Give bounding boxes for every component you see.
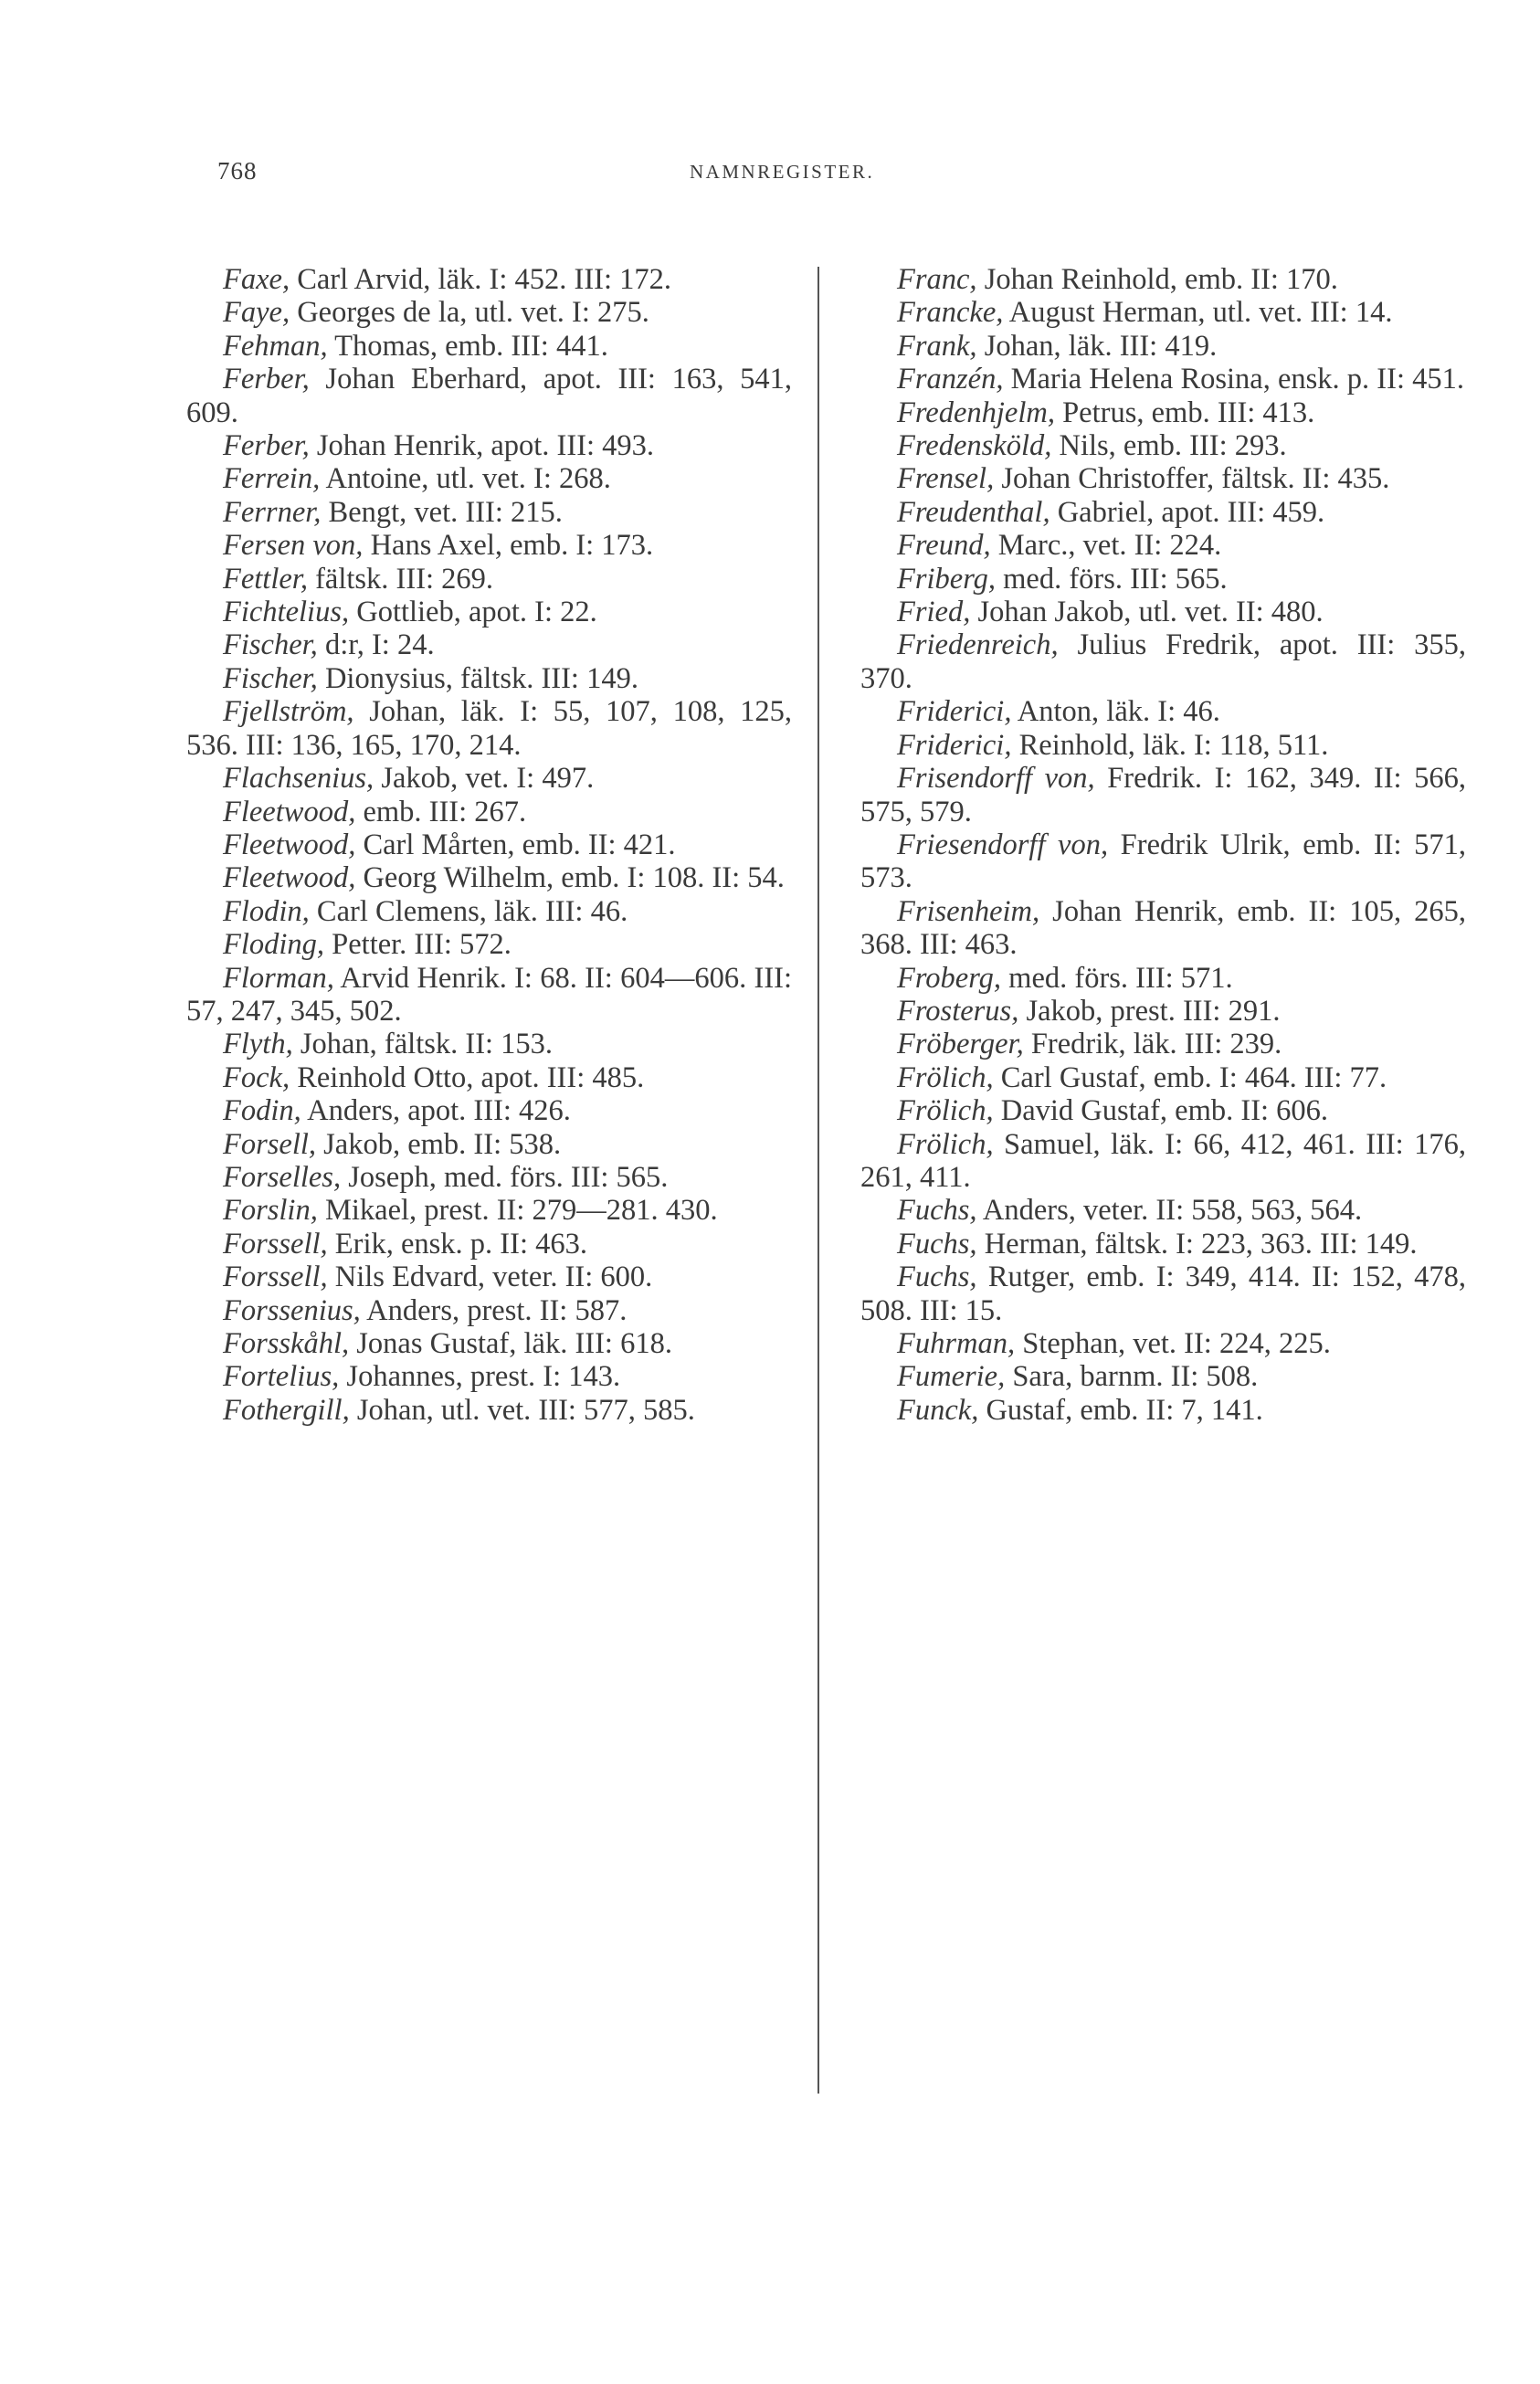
index-entry <box>186 363 792 429</box>
index-column-left <box>186 263 792 1427</box>
entry-details: Arvid Henrik. I: 68. II: 604—606. III: 57, 247, 345, 502. <box>186 961 792 1028</box>
entry-details: Nils Edvard, veter. II: 600. <box>327 1261 653 1294</box>
entry-details: Gabriel, apot. III: 459. <box>1050 495 1325 529</box>
entry-details: Johan Eberhard, apot. III: 163, 541, 609. <box>186 363 792 429</box>
entry-details: Gottlieb, apot. I: 22. <box>349 596 597 629</box>
entry-surname: Frisenheim, <box>897 894 1040 928</box>
entry-details: Jakob, emb. II: 538. <box>316 1127 562 1161</box>
index-entry <box>860 762 1466 828</box>
index-entry <box>186 1294 792 1327</box>
entry-details: Johan Henrik, apot. III: 493. <box>309 429 655 463</box>
entry-surname: Fischer, <box>223 661 318 695</box>
entry-details: fältsk. III: 269. <box>307 562 494 596</box>
entry-surname: Friderici, <box>897 728 1012 762</box>
entry-surname: Frölich, <box>897 1094 994 1128</box>
entry-details: Carl Mårten, emb. II: 421. <box>355 828 676 861</box>
entry-details: Maria Helena Rosina, ensk. p. II: 451. <box>1003 363 1464 396</box>
index-entry <box>860 1194 1466 1227</box>
index-entry <box>186 1094 792 1127</box>
entry-surname: Fuchs, <box>897 1194 977 1228</box>
entry-surname: Floding, <box>223 928 325 962</box>
entry-surname: Forselles, <box>223 1160 342 1194</box>
index-entry <box>860 396 1466 429</box>
index-entry <box>186 895 792 928</box>
index-entry <box>186 1327 792 1360</box>
entry-details: Jakob, prest. III: 291. <box>1018 994 1281 1028</box>
entry-details: Fredrik Ulrik, emb. II: 571, 573. <box>860 828 1466 895</box>
entry-details: med. förs. III: 565. <box>996 562 1228 596</box>
entry-surname: Fuhrman, <box>897 1327 1016 1360</box>
entry-details: Julius Fredrik, apot. III: 355, 370. <box>860 628 1466 695</box>
entry-details: Nils, emb. III: 293. <box>1051 429 1287 463</box>
entry-details: Mikael, prest. II: 279—281. 430. <box>317 1194 718 1228</box>
entry-surname: Frölich, <box>897 1060 994 1094</box>
index-entry <box>186 462 792 495</box>
entry-surname: Franzén, <box>897 363 1004 396</box>
entry-details: Johan, läk. III: 419. <box>976 329 1218 363</box>
index-entry <box>860 1327 1466 1360</box>
entry-details: Anders, prest. II: 587. <box>360 1293 628 1327</box>
entry-details: Rutger, emb. I: 349, 414. II: 152, 478, 508. III: 15. <box>860 1261 1466 1327</box>
index-entry <box>860 263 1466 296</box>
index-entry <box>186 1161 792 1194</box>
entry-details: Johan, läk. I: 55, 107, 108, 125, 536. III: 136, 165, 170, 214. <box>186 695 792 762</box>
entry-surname: Frosterus, <box>897 994 1019 1028</box>
index-entry <box>186 695 792 762</box>
entry-details: Johan Henrik, emb. II: 105, 265, 368. III: 463. <box>860 894 1466 962</box>
index-entry <box>860 895 1466 962</box>
index-entry <box>860 363 1466 396</box>
entry-details: Erik, ensk. p. II: 463. <box>327 1227 587 1261</box>
entry-details: Joseph, med. förs. III: 565. <box>341 1160 669 1194</box>
page-header <box>0 157 1540 194</box>
entry-surname: Franc, <box>897 263 977 296</box>
index-entry <box>186 1261 792 1293</box>
entry-details: Johan, utl. vet. III: 577, 585. <box>349 1393 695 1427</box>
entry-details: emb. III: 267. <box>355 795 527 828</box>
index-entry <box>860 1394 1466 1427</box>
index-entry <box>186 563 792 596</box>
index-entry <box>186 296 792 329</box>
index-entry <box>860 1360 1466 1393</box>
entry-surname: Flodin, <box>223 894 310 928</box>
entry-surname: Fröberger, <box>897 1028 1024 1061</box>
entry-surname: Faye, <box>223 296 290 330</box>
index-entry <box>186 962 792 1028</box>
index-entry <box>860 628 1466 695</box>
index-entry <box>860 296 1466 329</box>
entry-details: Sara, barnm. II: 508. <box>1005 1360 1259 1394</box>
index-column-right <box>860 263 1466 1427</box>
entry-surname: Fehman, <box>223 329 328 363</box>
index-entry <box>860 828 1466 895</box>
entry-details: Georg Wilhelm, emb. I: 108. II: 54. <box>355 861 785 895</box>
entry-surname: Froberg, <box>897 961 1002 995</box>
entry-surname: Forssenius, <box>223 1293 361 1327</box>
entry-surname: Frank, <box>897 329 977 363</box>
entry-surname: Fock, <box>223 1060 290 1094</box>
index-entry <box>186 596 792 628</box>
entry-surname: Faxe, <box>223 263 290 296</box>
index-entry <box>860 596 1466 628</box>
entry-surname: Fersen von, <box>223 529 364 563</box>
index-entry <box>186 330 792 363</box>
index-entry <box>860 563 1466 596</box>
entry-surname: Forsskåhl, <box>223 1327 350 1360</box>
index-entry <box>860 1094 1466 1127</box>
index-entry <box>186 1194 792 1227</box>
entry-details: Thomas, emb. III: 441. <box>327 329 608 363</box>
entry-details: Johannes, prest. I: 143. <box>339 1360 621 1394</box>
index-entry <box>186 861 792 894</box>
entry-surname: Ferrner, <box>223 495 322 529</box>
index-entry <box>860 729 1466 762</box>
entry-surname: Fischer, <box>223 628 318 662</box>
index-entry <box>860 962 1466 995</box>
entry-surname: Forssell, <box>223 1227 328 1261</box>
index-entry <box>186 1061 792 1094</box>
entry-surname: Flachsenius, <box>223 762 374 796</box>
entry-details: Bengt, vet. III: 215. <box>321 495 563 529</box>
entry-surname: Friberg, <box>897 562 997 596</box>
index-entry <box>186 1228 792 1261</box>
entry-details: Samuel, läk. I: 66, 412, 461. III: 176, 261, 411. <box>860 1127 1466 1194</box>
entry-details: Petter. III: 572. <box>324 928 512 962</box>
entry-surname: Forssell, <box>223 1261 328 1294</box>
entry-details: August Herman, utl. vet. III: 14. <box>1003 296 1393 330</box>
index-entry <box>186 1028 792 1060</box>
entry-surname: Freudenthal, <box>897 495 1050 529</box>
entry-details: Jonas Gustaf, läk. III: 618. <box>349 1327 672 1360</box>
entry-surname: Fleetwood, <box>223 795 356 828</box>
index-entry <box>186 662 792 695</box>
index-entry <box>860 1061 1466 1094</box>
entry-surname: Fuchs, <box>897 1261 977 1294</box>
index-entry <box>186 928 792 961</box>
index-entry <box>186 628 792 661</box>
entry-surname: Ferber, <box>223 429 310 463</box>
entry-details: Marc., vet. II: 224. <box>990 529 1222 563</box>
entry-details: Anton, läk. I: 46. <box>1011 695 1220 729</box>
index-entry <box>860 429 1466 462</box>
entry-details: Johan, fältsk. II: 153. <box>292 1028 554 1061</box>
index-entry <box>860 1028 1466 1060</box>
entry-surname: Funck, <box>897 1393 979 1427</box>
entry-surname: Francke, <box>897 296 1004 330</box>
column-divider <box>817 267 819 2094</box>
entry-surname: Friesendorff von, <box>897 828 1109 861</box>
entry-details: Carl Clemens, läk. III: 46. <box>309 894 628 928</box>
page-number: 768 <box>217 157 258 185</box>
entry-details: Reinhold Otto, apot. III: 485. <box>290 1060 645 1094</box>
index-entry <box>860 496 1466 529</box>
index-entry <box>860 529 1466 562</box>
entry-details: Antoine, utl. vet. I: 268. <box>320 462 611 496</box>
index-entry <box>186 1128 792 1161</box>
entry-surname: Fortelius, <box>223 1360 340 1394</box>
entry-details: Hans Axel, emb. I: 173. <box>363 529 654 563</box>
entry-surname: Fodin, <box>223 1094 301 1128</box>
index-entry <box>860 995 1466 1028</box>
entry-surname: Ferrein, <box>223 462 321 496</box>
entry-details: Johan Jakob, utl. vet. II: 480. <box>970 596 1324 629</box>
entry-surname: Friedenreich, <box>897 628 1059 662</box>
entry-surname: Fredensköld, <box>897 429 1052 463</box>
entry-details: med. förs. III: 571. <box>1001 961 1233 995</box>
index-entry <box>186 1360 792 1393</box>
index-entry <box>186 263 792 296</box>
entry-details: d:r, I: 24. <box>317 628 435 662</box>
entry-surname: Fettler, <box>223 562 308 596</box>
entry-surname: Fuchs, <box>897 1227 977 1261</box>
entry-details: Reinhold, läk. I: 118, 511. <box>1011 728 1329 762</box>
entry-surname: Fichtelius, <box>223 596 350 629</box>
entry-surname: Fredenhjelm, <box>897 396 1055 429</box>
entry-surname: Freund, <box>897 529 991 563</box>
index-entry <box>860 1128 1466 1195</box>
entry-surname: Florman, <box>223 961 334 995</box>
index-entry <box>860 462 1466 495</box>
entry-details: Johan Christoffer, fältsk. II: 435. <box>994 462 1390 496</box>
running-head: NAMNREGISTER. <box>690 161 875 183</box>
index-entry <box>186 429 792 462</box>
index-entry <box>860 695 1466 728</box>
entry-surname: Ferber, <box>223 363 310 396</box>
entry-surname: Frölich, <box>897 1127 994 1161</box>
entry-details: Carl Arvid, läk. I: 452. III: 172. <box>290 263 671 296</box>
entry-details: David Gustaf, emb. II: 606. <box>993 1094 1329 1128</box>
entry-surname: Frisendorff von, <box>897 762 1095 796</box>
index-entry <box>186 1394 792 1427</box>
entry-details: Anders, veter. II: 558, 563, 564. <box>976 1194 1363 1228</box>
entry-details: Dionysius, fältsk. III: 149. <box>317 661 638 695</box>
entry-details: Fredrik, läk. III: 239. <box>1023 1028 1282 1061</box>
entry-details: Stephan, vet. II: 224, 225. <box>1015 1327 1331 1360</box>
entry-surname: Fleetwood, <box>223 861 356 895</box>
index-entry <box>186 828 792 861</box>
entry-surname: Fleetwood, <box>223 828 356 861</box>
index-entry <box>186 529 792 562</box>
entry-surname: Friderici, <box>897 695 1012 729</box>
entry-surname: Forslin, <box>223 1194 318 1228</box>
entry-details: Herman, fältsk. I: 223, 363. III: 149. <box>976 1227 1418 1261</box>
index-entry <box>186 496 792 529</box>
index-entry <box>860 330 1466 363</box>
entry-details: Fredrik. I: 162, 349. II: 566, 575, 579. <box>860 762 1466 828</box>
entry-details: Anders, apot. III: 426. <box>301 1094 571 1128</box>
entry-surname: Fothergill, <box>223 1393 350 1427</box>
entry-surname: Fumerie, <box>897 1360 1006 1394</box>
entry-surname: Frensel, <box>897 462 995 496</box>
index-entry <box>860 1228 1466 1261</box>
index-entry <box>186 796 792 828</box>
entry-details: Georges de la, utl. vet. I: 275. <box>290 296 649 330</box>
index-entry <box>186 762 792 795</box>
entry-surname: Fjellström, <box>223 695 354 729</box>
entry-details: Jakob, vet. I: 497. <box>374 762 595 796</box>
entry-details: Carl Gustaf, emb. I: 464. III: 77. <box>993 1060 1387 1094</box>
entry-surname: Fried, <box>897 596 971 629</box>
index-entry <box>860 1261 1466 1327</box>
entry-details: Johan Reinhold, emb. II: 170. <box>976 263 1338 296</box>
entry-surname: Forsell, <box>223 1127 317 1161</box>
entry-details: Petrus, emb. III: 413. <box>1054 396 1315 429</box>
entry-details: Gustaf, emb. II: 7, 141. <box>978 1393 1263 1427</box>
entry-surname: Flyth, <box>223 1028 293 1061</box>
